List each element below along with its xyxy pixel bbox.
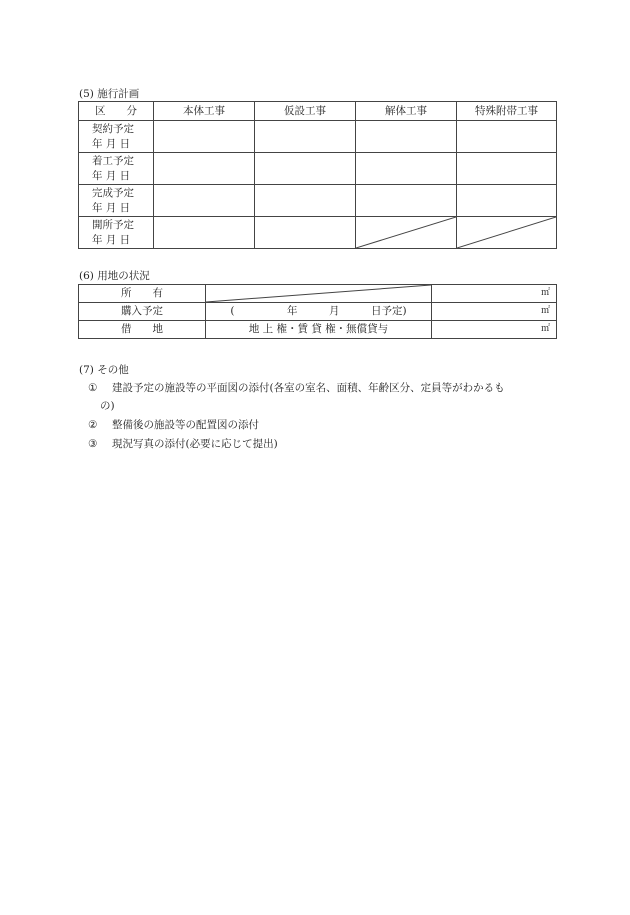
section-5-title: (5) 施行計画 <box>79 88 140 100</box>
list-item <box>88 417 259 432</box>
row-label-completion: 完成予定 年 月 日 <box>79 185 154 217</box>
table-cell <box>255 121 356 153</box>
table-cell <box>154 153 255 185</box>
diagonal-cell <box>206 285 432 303</box>
row-label-opening: 開所予定 年 月 日 <box>79 217 154 249</box>
header-demolition-works: 解体工事 <box>356 102 457 121</box>
table-cell <box>457 185 557 217</box>
table-cell <box>255 185 356 217</box>
table-header-row <box>79 102 557 121</box>
diagonal-cell <box>457 217 557 249</box>
item-number: ① <box>88 382 98 394</box>
list-item <box>88 380 505 395</box>
table-cell <box>457 121 557 153</box>
table-cell <box>255 153 356 185</box>
table-cell <box>356 121 457 153</box>
table-row <box>79 217 557 249</box>
section-6-title: (6) 用地の状況 <box>79 270 150 282</box>
lease-type-text: 地 上 権・賃 貸 権・無償貸与 <box>206 321 432 339</box>
row-label-lease: 借 地 <box>79 321 206 339</box>
item-continuation: の) <box>100 400 115 412</box>
item-number: ② <box>88 419 98 431</box>
table-cell <box>154 217 255 249</box>
item-number: ③ <box>88 438 98 450</box>
item-text: 建設予定の施設等の平面図の添付(各室の室名、面積、年齢区分、定員等がわかるも <box>112 382 505 394</box>
item-text: 整備後の施設等の配置図の添付 <box>112 419 259 431</box>
table-row <box>79 321 557 339</box>
unit-label: ㎡ <box>432 321 557 339</box>
row-label-purchase: 購入予定 <box>79 303 206 321</box>
table-cell <box>356 185 457 217</box>
table-cell <box>154 185 255 217</box>
unit-label: ㎡ <box>432 303 557 321</box>
header-temporary-works: 仮設工事 <box>255 102 356 121</box>
table-row <box>79 285 557 303</box>
row-label-owned: 所 有 <box>79 285 206 303</box>
table-row <box>79 153 557 185</box>
table-cell <box>154 121 255 153</box>
row-label-start: 着工予定 年 月 日 <box>79 153 154 185</box>
land-status-table <box>78 284 557 339</box>
table-row <box>79 185 557 217</box>
table-cell <box>457 153 557 185</box>
table-cell <box>255 217 356 249</box>
list-item <box>88 436 278 451</box>
header-main-works: 本体工事 <box>154 102 255 121</box>
unit-label: ㎡ <box>432 285 557 303</box>
purchase-date-text: ( 年 月 日予定) <box>206 303 432 321</box>
diagonal-cell <box>356 217 457 249</box>
section-7-title: (7) その他 <box>79 364 129 376</box>
item-text: 現況写真の添付(必要に応じて提出) <box>112 438 278 450</box>
row-label-contract: 契約予定 年 月 日 <box>79 121 154 153</box>
construction-plan-table <box>78 101 557 249</box>
header-special-works: 特殊附帯工事 <box>457 102 557 121</box>
header-category: 区 分 <box>79 102 154 121</box>
table-row <box>79 121 557 153</box>
table-row <box>79 303 557 321</box>
table-cell <box>356 153 457 185</box>
